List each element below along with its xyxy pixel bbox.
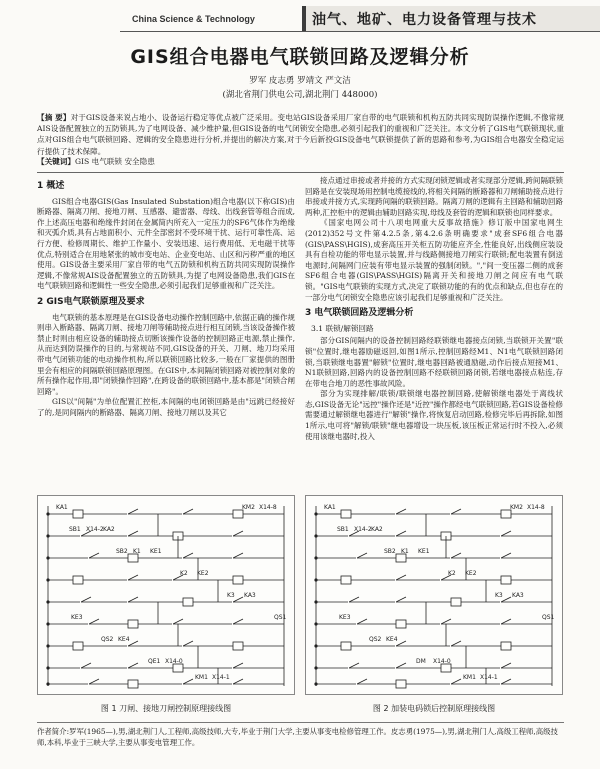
- component-label: K1: [401, 548, 409, 555]
- component-label: KE1: [418, 548, 430, 555]
- contact-symbol: [501, 619, 511, 624]
- section-2-paragraph-1: 电气联锁的基本原理是在GIS设备电动操作控制回路中,依据正确的操作规则串入断路器、隔离刀闸、接地刀闸等辅助接点进行相互闭锁,当该设备操作被禁止时则由相应设备的辅助接点切断该操作设备的控制回路正电源,禁止操作,从而达到防误操作的目的,与常规站不同,GIS设备的开关、刀闸、地刀均采用带电气闭锁功能的电动操作机构,所以联锁回路比较多,一般在厂家提供的图册里会有相应的间隔联锁回路原理图。在GIS中,本间隔闭锁回路对被控制对象的所有操作起作用,即"闭锁操作回路",在跨设备的联锁回路中,基本都是"闭锁合闸回路"。: [37, 312, 295, 396]
- paper-authors: 罗军 皮志勇 罗靖文 严文洁: [249, 76, 351, 86]
- section-1-paragraph: GIS组合电器GIS(Gas Insulated Substation)组合电器(以下称GIS)由断路器、隔离刀闸、接地刀闸、互感器、避雷器、母线、出线套管等组合而成,作上述高压电器和绝缘件封闭在金属简内所充入一定压力的SF6气体作为绝缘和灭弧介质,具有占地面积小、元件全部密封不受环境干扰、运行可靠性高、运行方便、检修周期长、维护工作量小、安装迅速、运行费用低、无电磁干扰等优点,特别适合在用地紧张的城市变电站、企业变电站、山区和污秽严重的地区使用。GIS设备主要采用厂家自带的电气五防锁和机构五防共同实现防误操作逻辑,不像常规AIS设备配置独立的五防锁具,为提了电网设备隐患,我们GIS在电气联锁回路和逻辑性一些安全隐患,必须引起我们足够重视和广泛关注。: [37, 196, 295, 291]
- keywords-label: 【关键词】: [37, 157, 75, 166]
- contact-symbol: [451, 641, 461, 646]
- contact-symbol: [233, 619, 243, 624]
- relay-coil: [451, 598, 461, 606]
- component-label: K1: [133, 548, 141, 555]
- relay-coil: [128, 554, 138, 562]
- relay-coil: [341, 642, 351, 650]
- section-title: 油气、地矿、电力设备管理与技术: [312, 12, 537, 28]
- component-label: X14-1: [480, 674, 498, 681]
- junction-dot: [46, 682, 49, 685]
- footnote: 作者简介:罗军(1965—),男,湖北荆门人,工程师,高级技师,大专,毕业于荆门大学,主要从事变电检修管理工作。皮志勇(1975—),男,湖北荆门人,高级工程师,高级技师,本科,毕业于三峡大学,主要从事变电管理工作。: [37, 727, 558, 747]
- relay-coil: [233, 510, 243, 518]
- component-label: KE4: [386, 636, 398, 643]
- section-3-paragraph-2: 部分为实现排解/联锁/联锁继电器控制回路,使解锁继电器处于离线状态,GIS设备无论"远控"操作还是"近控"操作都经电气联锁回路,若GIS设备检修需要通过解锁继电器进行"解锁"操作,将恢复启动回路,检修完毕后再拆除,如图1所示,电可将"解锁/联锁"继电器增设一块压板,该压板正常运行时不投入,必须使用该继电器时,投入: [305, 389, 563, 441]
- contact-symbol: [396, 597, 406, 602]
- component-label: X14-8: [259, 504, 277, 511]
- contact-symbol: [128, 509, 138, 514]
- component-label: SB1: [337, 526, 349, 533]
- contact-symbol: [451, 679, 461, 684]
- contact-symbol: [357, 679, 367, 684]
- component-label: KM1: [463, 674, 476, 681]
- contact-symbol: [183, 509, 193, 514]
- abstract-rule: [37, 172, 564, 173]
- relay-coil: [441, 664, 451, 672]
- contact-symbol: [183, 679, 193, 684]
- component-label: X14-0: [165, 658, 183, 665]
- figure-2-diagram: [306, 496, 562, 694]
- junction-dot: [314, 578, 317, 581]
- junction-dot: [314, 622, 317, 625]
- abstract-text: 对于GIS设备来说占地小、设备运行稳定等优点被广泛采用。变电站GIS设备采用厂家自带的电气联锁和机构五防共同实现防误操作逻辑,不像常规AIS设备配置独立的五防锁具,为了电网设备、减少维护量,但GIS设备的电气闭锁安全隐患,必须引起我们的重视和广泛关注。本文分析了GIS电气联锁现状,重点对GIS组合电气联锁回路、逻辑的安全隐患进行分析,并提出的解决方案,对于今后新投GIS设备电气联锁提供了新的思路和参考,为GIS组合电器安全稳定运行提供了技术保障。: [37, 113, 564, 156]
- section-2-heading: 2 GIS电气联锁原理及要求: [37, 296, 145, 307]
- contact-symbol: [357, 619, 367, 624]
- component-label: KA3: [512, 592, 524, 599]
- contact-symbol: [501, 553, 511, 558]
- component-label: QS1: [274, 614, 287, 621]
- component-label: SB1: [69, 526, 81, 533]
- relay-coil: [183, 598, 193, 606]
- contact-symbol: [357, 553, 367, 558]
- paper-affiliation: (湖北省荆门供电公司,湖北荆门 448000): [222, 90, 378, 100]
- relay-coil: [396, 620, 406, 628]
- contact-symbol: [451, 509, 461, 514]
- component-label: SB2: [116, 548, 128, 555]
- component-label: K3: [227, 592, 235, 599]
- contact-symbol: [183, 641, 193, 646]
- footnote-rule: [37, 722, 564, 723]
- junction-dot: [46, 534, 49, 537]
- relay-coil: [396, 554, 406, 562]
- contact-symbol: [349, 663, 359, 668]
- component-label: KA1: [324, 504, 336, 511]
- relay-coil: [501, 576, 511, 584]
- contact-symbol: [128, 575, 138, 580]
- component-label: DM: [416, 658, 426, 665]
- right-paragraph-2: 《国家电网公司十八项电网重大反事故措施》修订版中国家电网生(2012)352号文件第4.2.5条,第4.2.6条明确要求"成套SF6组合电器(GIS\PASS\HGIS),成套高压开关柜五防功能应齐全,性能良好,出线侧应装设具有自检功能的带电显示装置,并与线路侧接地刀闸实行联锁;配电装置有倒送电源时,间隔网门应装有带电显示装置的强制闭锁。","间一变压器二侧的成套SF6组合电器(GIS\PASS\HGIS)隔离开关和接地刀闸之间应有电气联锁。"GIS电气联锁的实现方式,决定了联锁功能的有的优点和缺点,但也存在的一部分电气闭锁安全隐患应该引起我们足够重视和广泛关注。: [305, 218, 563, 302]
- contact-symbol: [501, 531, 511, 536]
- contact-symbol: [233, 553, 243, 558]
- contact-symbol: [81, 663, 91, 668]
- component-label: KE2: [197, 570, 209, 577]
- component-label: QE1: [148, 658, 161, 665]
- abstract-label: 【摘 要】: [37, 113, 71, 122]
- component-label: X14-2: [354, 526, 372, 533]
- relay-coil: [501, 510, 511, 518]
- figure-1-caption: 图 1 刀闸、接地刀闸控制原理接线图: [100, 704, 232, 713]
- contact-symbol: [173, 619, 183, 624]
- contact-symbol: [233, 531, 243, 536]
- contact-symbol: [128, 531, 138, 536]
- section-3-paragraph-1: 部分GIS间隔内的设备控制回路经联锁继电器接点闭锁,当联锁开关置"联锁"位置时,继电器励磁返回,如图1所示,控制回路经M1、N1电气联锁回路闭锁,当联锁继电器置"解锁"位置时,继电器回路被通励磁,动作后接点短接M1、N1联锁回路,回路内的设备控制回路不经联锁回路闭锁,若继电器接点粘连,存在带电合地刀的恶性事故风险。: [305, 336, 563, 388]
- contact-symbol: [451, 553, 461, 558]
- section-2-paragraph-2: GIS以"间隔"为单位配置汇控柜,本间隔的电闭锁回路是由"远跳已经接好了的,是同间隔内的断路器、隔离刀闸、接地刀闸以及其它: [37, 397, 295, 417]
- relay-coil: [341, 510, 351, 518]
- junction-dot: [314, 682, 317, 685]
- component-label: X14-1: [212, 674, 230, 681]
- component-label: KE2: [465, 570, 477, 577]
- section-1-heading: 1 概述: [37, 181, 65, 191]
- junction-dot: [314, 644, 317, 647]
- relay-coil: [128, 680, 138, 688]
- component-label: K3: [495, 592, 503, 599]
- component-label: KA2: [103, 526, 115, 533]
- component-label: KM1: [195, 674, 208, 681]
- relay-coil: [73, 642, 83, 650]
- relay-coil: [173, 664, 183, 672]
- component-label: KE4: [118, 636, 130, 643]
- component-label: QS2: [369, 636, 382, 643]
- contact-symbol: [396, 509, 406, 514]
- contact-symbol: [233, 679, 243, 684]
- junction-dot: [314, 600, 317, 603]
- contact-symbol: [501, 679, 511, 684]
- contact-symbol: [396, 663, 406, 668]
- contact-symbol: [349, 597, 359, 602]
- journal-name: China Science & Technology: [132, 14, 255, 24]
- contact-symbol: [441, 619, 451, 624]
- keywords-text: GIS 电气联锁 安全隐患: [74, 157, 155, 166]
- junction-dot: [46, 556, 49, 559]
- component-label: KM2: [510, 504, 523, 511]
- abstract: [37, 112, 564, 157]
- junction-dot: [46, 666, 49, 669]
- contact-symbol: [128, 663, 138, 668]
- paper-title: GIS组合电器电气联锁回路及逻辑分析: [130, 46, 470, 68]
- keywords: [37, 156, 564, 167]
- relay-coil: [128, 620, 138, 628]
- component-label: QS1: [542, 614, 555, 621]
- junction-dot: [46, 622, 49, 625]
- figure-2-circuit: [305, 495, 563, 695]
- left-column: [37, 176, 295, 418]
- component-label: KE3: [339, 614, 351, 621]
- contact-symbol: [89, 619, 99, 624]
- junction-dot: [46, 512, 49, 515]
- right-column: [305, 176, 563, 442]
- section-3-1-heading: 3.1 联锁/解锁回路: [311, 323, 374, 333]
- relay-coil: [73, 576, 83, 584]
- right-paragraph-1: 接点通过串接或者并接的方式实现闭锁逻辑或者实现部分逻辑,跨间隔联锁回路是在安装现场用控制电缆接线的,将相关间隔的断路器和刀闸辅助接点进行串接或并接方式,实现跨间隔的联锁回路。隔离刀闸的逻辑有主回路和辅助回路两种,汇控柜中的逻辑由辅助回路实现,母线及套管的逻辑和联锁也同样要求。: [305, 176, 563, 217]
- junction-dot: [46, 644, 49, 647]
- component-label: X14-2: [86, 526, 104, 533]
- component-label: KA2: [371, 526, 383, 533]
- contact-symbol: [396, 575, 406, 580]
- component-label: KA1: [56, 504, 68, 511]
- figure-1-circuit: [37, 495, 295, 695]
- contact-symbol: [89, 553, 99, 558]
- figure-2-caption: 图 2 加装电码锁后控制原理接线图: [372, 704, 496, 713]
- component-label: X14-8: [527, 504, 545, 511]
- relay-coil: [341, 576, 351, 584]
- contact-symbol: [396, 531, 406, 536]
- relay-coil: [396, 680, 406, 688]
- relay-coil: [233, 642, 243, 650]
- section-3-heading: 3 电气联锁回路及逻辑分析: [305, 308, 414, 319]
- relay-coil: [501, 642, 511, 650]
- contact-symbol: [128, 597, 138, 602]
- contact-symbol: [81, 597, 91, 602]
- contact-symbol: [501, 663, 511, 668]
- junction-dot: [314, 534, 317, 537]
- contact-symbol: [183, 553, 193, 558]
- relay-coil: [233, 576, 243, 584]
- junction-dot: [314, 666, 317, 669]
- component-label: QS2: [101, 636, 114, 643]
- junction-dot: [314, 512, 317, 515]
- figure-1-diagram: [38, 496, 294, 694]
- component-label: KM2: [242, 504, 255, 511]
- page-header: [0, 0, 600, 34]
- contact-symbol: [233, 663, 243, 668]
- junction-dot: [46, 578, 49, 581]
- component-label: SB2: [384, 548, 396, 555]
- component-label: K2: [180, 570, 188, 577]
- header-rule: [120, 31, 600, 32]
- junction-dot: [314, 556, 317, 559]
- relay-coil: [73, 510, 83, 518]
- component-label: KE1: [150, 548, 162, 555]
- component-label: KE3: [71, 614, 83, 621]
- contact-symbol: [89, 679, 99, 684]
- component-label: KA3: [244, 592, 256, 599]
- component-label: X14-0: [433, 658, 451, 665]
- junction-dot: [46, 600, 49, 603]
- component-label: K2: [448, 570, 456, 577]
